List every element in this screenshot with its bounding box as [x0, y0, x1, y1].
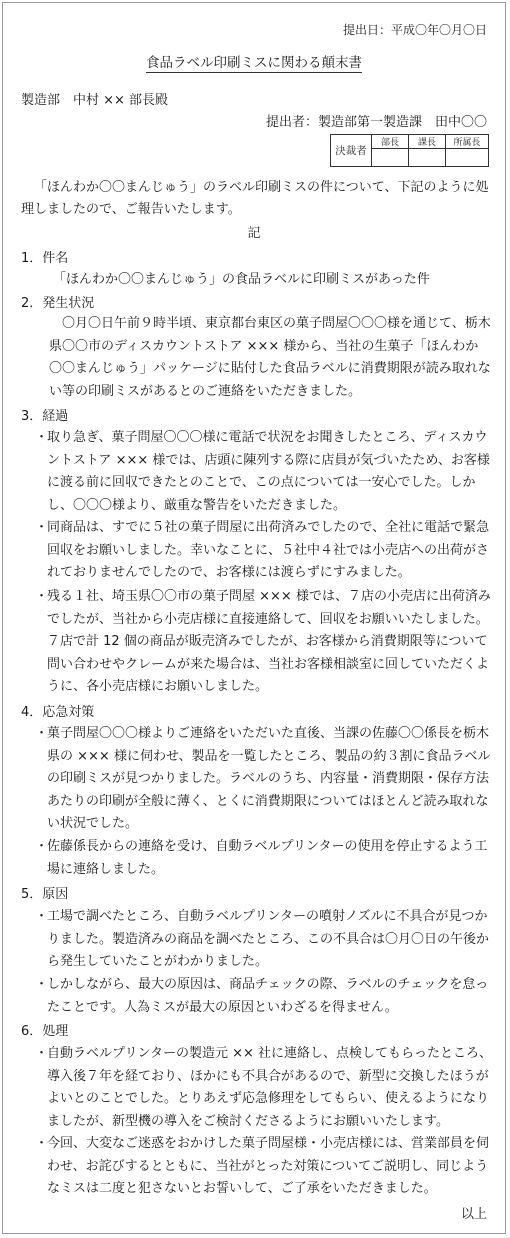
document-title	[3, 51, 505, 71]
approval-stamp-table	[330, 134, 489, 167]
approval-col-kacho: 課長	[409, 135, 446, 149]
submitter: 提出者：製造部第一製造課 田中〇〇	[265, 115, 487, 130]
closing-ijo: 以上	[460, 1207, 487, 1222]
title-text: 食品ラベル印刷ミスに関わる顛末書	[146, 55, 362, 71]
stamp-box-kacho	[409, 149, 446, 167]
bullet-dot: ・	[35, 839, 49, 854]
bullet-dot: ・	[35, 1136, 49, 1151]
section-5-heading: 5．原因	[21, 887, 69, 902]
section-6-heading: 6．処理	[21, 1024, 69, 1039]
approval-col-bucho: 部長	[372, 135, 409, 149]
approver-label: 決裁者	[331, 135, 372, 167]
section-4-item-1: ・ 菓子問屋〇〇〇様よりご連絡をいただいた直後、当課の佐藤〇〇係長を栃木県の ××× 様に伺わせ、製品を一覧したところ、製品の約３割に食品ラベルの印刷ミスが見つかりました。ラベルのうち、内容量・消費期限・保存方法あたりの印刷が全般に薄く、とくに消費期限についてはほとんど読み取れない状況でした。	[47, 723, 493, 836]
intro-paragraph: 「ほんわか〇〇まんじゅう」のラベル印刷ミスの件について、下記のように処理しましたので、ご報告いたします。	[21, 180, 489, 217]
section-3-item-1: ・ 取り急ぎ、菓子問屋〇〇〇様に電話で状況をお聞きしたところ、ディスカウントストア ××× 様では、店頭に陳列する際に店員が気づいたため、お客様に渡る前に回収できたとのことで、この点については一安心でした。しかし、〇〇〇様より、厳重な警告をいただきました。	[47, 427, 493, 517]
bullet-dot: ・	[35, 1046, 49, 1061]
section-2-heading: 2．発生状況	[21, 296, 95, 311]
approval-col-shozokucho: 所属長	[446, 135, 489, 149]
section-5-item-2: ・ しかしながら、最大の原因は、商品チェックの際、ラベルのチェックを怠ったことです。人為ミスが最大の原因といわざるを得ません。	[47, 974, 493, 1019]
section-4-heading: 4．応急対策	[21, 705, 95, 720]
bullet-dot: ・	[35, 909, 49, 924]
section-5-item-1: ・ 工場で調べたところ、自動ラベルプリンターの噴射ノズルに不具合が見つかりました。製造済みの商品を調べたところ、この不具合は〇月〇日の午後から発生していたことがわかりました。	[47, 906, 493, 974]
section-1-heading: 1．件名	[21, 251, 69, 266]
stamp-box-bucho	[372, 149, 409, 167]
bullet-dot: ・	[35, 977, 49, 992]
bullet-dot: ・	[35, 430, 49, 445]
addressee: 製造部 中村 ×× 部長殿	[21, 93, 169, 108]
section-3-heading: 3．経過	[21, 409, 69, 424]
submission-date: 提出日：平成〇年〇月〇日	[342, 23, 487, 37]
section-4-item-2: ・ 佐藤係長からの連絡を受け、自動ラベルプリンターの使用を停止するよう工場に連絡しました。	[47, 836, 493, 881]
stamp-box-shozokucho	[446, 149, 489, 167]
bullet-dot: ・	[35, 520, 49, 535]
section-6-item-1: ・ 自動ラベルプリンターの製造元 ×× 社に連絡し、点検してもらったところ、導入後７年を経ており、ほかにも不具合があるので、新型に交換したほうがよいとのことでした。とりあえず応急修理をしてもらい、使えるようになりましたが、新型機の導入をご検討くださるようにお願いいたします。	[47, 1043, 493, 1133]
section-2-body: 〇月〇日午前９時半頃、東京都台東区の菓子問屋〇〇〇様を通じて、栃木県〇〇市のディスカウントストア ××× 様から、当社の生菓子「ほんわか〇〇まんじゅう」パッケージに貼付した食品ラベルに消費期限が読み取れない等の印刷ミスがあるとのご連絡をいただきました。	[49, 316, 491, 399]
section-3-item-2: ・ 同商品は、すでに５社の菓子問屋に出荷済みでしたので、全社に電話で緊急回収をお願いしました。幸いなことに、５社中４社では小売店への出荷がされておりませんでしたので、お客様には渡らずにすみました。	[47, 517, 493, 585]
bullet-dot: ・	[35, 726, 49, 741]
bullet-dot: ・	[35, 589, 49, 604]
section-1-body: 「ほんわか〇〇まんじゅう」の食品ラベルに印刷ミスがあった件	[53, 272, 430, 287]
document-page	[2, 2, 506, 1234]
ki-marker: 記	[247, 226, 261, 241]
section-6-item-2: ・ 今回、大変なご迷惑をおかけした菓子問屋様・小売店様には、営業部員を伺わせ、お詫びするとともに、当社がとった対策についてご説明し、同じようなミスは二度と犯さないとお誓いして、ご了承をいただきました。	[47, 1133, 493, 1201]
section-3-item-3: ・ 残る１社、埼玉県〇〇市の菓子問屋 ××× 様では、７店の小売店に出荷済みでしたが、当社から小売店様に直接連絡して、回収をお願いいたしました。７店で計 12 個の商品が販売済みでしたが、お客様から消費期限等について問い合わせやクレームが来た場合は、当社お客様相談室に回していただくように、各小売店様にお願いしました。	[47, 586, 493, 699]
